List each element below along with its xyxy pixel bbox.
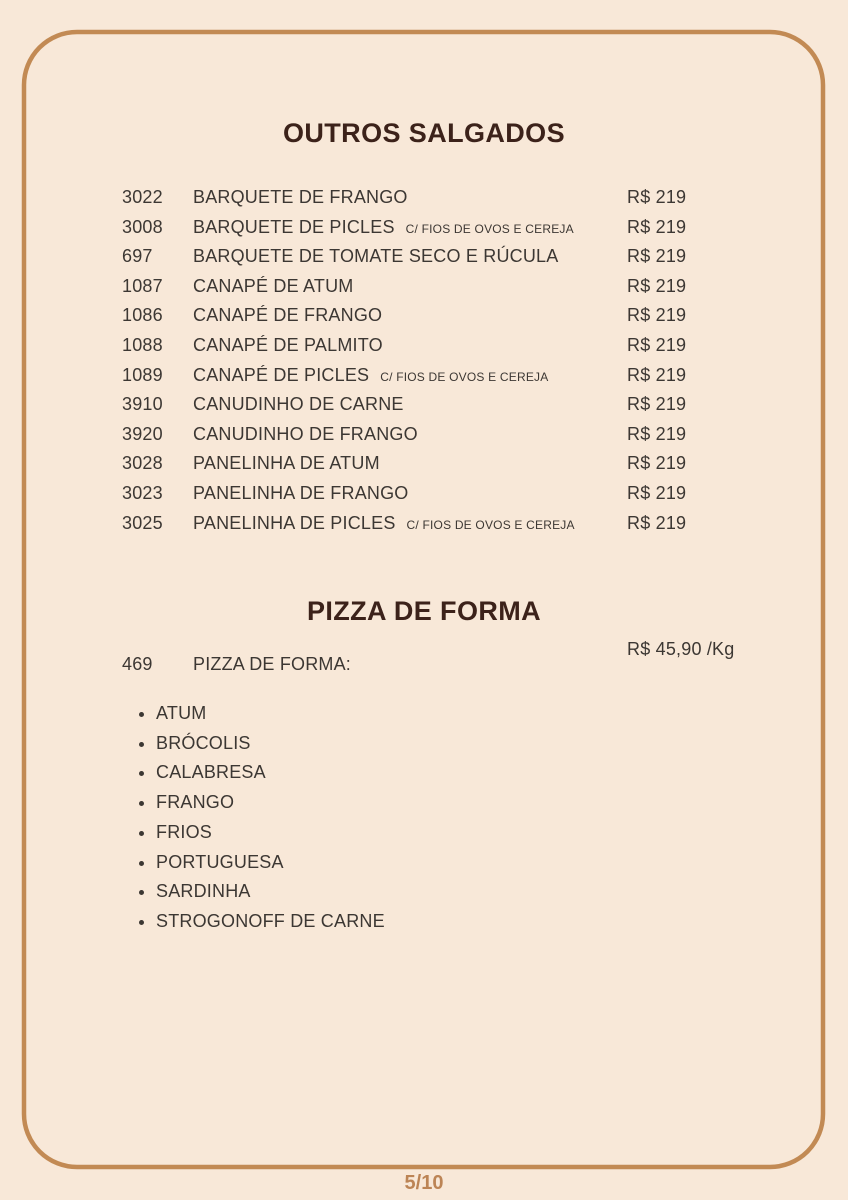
item-price: R$ 219 — [627, 334, 687, 355]
item-price: R$ 45,90 /Kg — [627, 639, 735, 659]
item-price: R$ 219 — [627, 394, 687, 415]
pizza-flavors-list — [137, 699, 385, 937]
section-title-outros-salgados: OUTROS SALGADOS — [282, 118, 565, 148]
item-name-text: CANUDINHO DE FRANGO — [193, 423, 418, 444]
item-price: R$ 219 — [627, 453, 687, 474]
item-code: 3910 — [122, 394, 163, 415]
item-price: R$ 219 — [627, 305, 687, 326]
item-name-text: CANAPÉ DE ATUM — [193, 275, 354, 296]
menu-item-row — [122, 639, 790, 680]
pizza-flavor-item: • STROGONOFF DE CARNE — [156, 907, 385, 937]
pizza-flavor-item: • FRIOS — [156, 818, 385, 848]
item-code: 1087 — [122, 275, 163, 296]
item-code: 3023 — [122, 482, 163, 503]
item-note: C/ FIOS DE OVOS E CEREJA — [406, 517, 575, 532]
item-name-text: BARQUETE DE PICLES — [193, 216, 395, 237]
item-price: R$ 219 — [627, 512, 687, 533]
item-code: 3008 — [122, 216, 163, 237]
item-name — [193, 509, 627, 541]
item-code: 1086 — [122, 305, 163, 326]
menu-item-row — [122, 361, 790, 391]
item-name-text: PANELINHA DE PICLES — [193, 512, 396, 533]
item-name — [193, 242, 627, 272]
pizza-flavor-item: • PORTUGUESA — [156, 848, 385, 878]
item-price: R$ 219 — [627, 275, 687, 296]
menu-item-row — [122, 301, 790, 331]
item-code: 3025 — [122, 512, 163, 533]
item-code: 1088 — [122, 334, 163, 355]
pizza-flavor-item: • CALABRESA — [156, 758, 385, 788]
pizza-item-row — [122, 639, 790, 680]
section-title-pizza-de-forma: PIZZA DE FORMA — [306, 596, 542, 626]
item-name — [193, 301, 627, 331]
item-name-text: PANELINHA DE FRANGO — [193, 482, 409, 503]
menu-item-row — [122, 509, 790, 539]
menu-item-row — [122, 449, 790, 479]
item-name-text: CANAPÉ DE FRANGO — [193, 305, 383, 326]
item-code: 469 — [122, 654, 153, 674]
item-note: C/ FIOS DE OVOS E CEREJA — [405, 221, 574, 236]
item-price: R$ 219 — [627, 364, 687, 385]
item-note: C/ FIOS DE OVOS E CEREJA — [380, 369, 549, 384]
item-name-text: BARQUETE DE FRANGO — [193, 187, 408, 207]
item-name-text: PANELINHA DE ATUM — [193, 453, 380, 474]
item-name: PIZZA DE FORMA: — [193, 654, 352, 674]
item-name-text: BARQUETE DE TOMATE SECO E RÚCULA — [193, 246, 559, 267]
item-code: 3028 — [122, 453, 163, 474]
item-name — [193, 390, 627, 420]
item-price: R$ 219 — [627, 187, 687, 207]
item-name — [193, 183, 627, 213]
menu-item-row — [122, 183, 790, 213]
pizza-flavor-item: • ATUM — [156, 699, 385, 729]
item-code: 3920 — [122, 423, 163, 444]
item-name — [193, 361, 627, 393]
pizza-flavor-item: • BRÓCOLIS — [156, 729, 385, 759]
menu-item-row — [122, 390, 790, 420]
pizza-flavor-item: • FRANGO — [156, 788, 385, 818]
menu-item-row — [122, 272, 790, 302]
item-price: R$ 219 — [627, 482, 687, 503]
item-name — [193, 449, 627, 479]
item-code: 697 — [122, 246, 153, 267]
menu-item-row — [122, 213, 790, 243]
menu-item-list — [122, 183, 790, 538]
item-price: R$ 219 — [627, 423, 687, 444]
item-name — [193, 479, 627, 509]
item-name — [193, 213, 627, 245]
item-name — [193, 331, 627, 361]
item-name-text: CANAPÉ DE PICLES — [193, 364, 370, 385]
menu-item-row — [122, 420, 790, 450]
item-code: 3022 — [122, 187, 163, 207]
item-code: 1089 — [122, 364, 163, 385]
item-price: R$ 219 — [627, 246, 687, 267]
page-number: 5/10 — [404, 1172, 444, 1194]
item-name — [193, 272, 627, 302]
item-name-text: CANAPÉ DE PALMITO — [193, 334, 383, 355]
item-name-text: CANUDINHO DE CARNE — [193, 394, 404, 415]
menu-item-row — [122, 331, 790, 361]
pizza-flavor-item: • SARDINHA — [156, 877, 385, 907]
item-price: R$ 219 — [627, 216, 687, 237]
menu-item-row — [122, 479, 790, 509]
menu-item-row — [122, 242, 790, 272]
item-name — [193, 420, 627, 450]
